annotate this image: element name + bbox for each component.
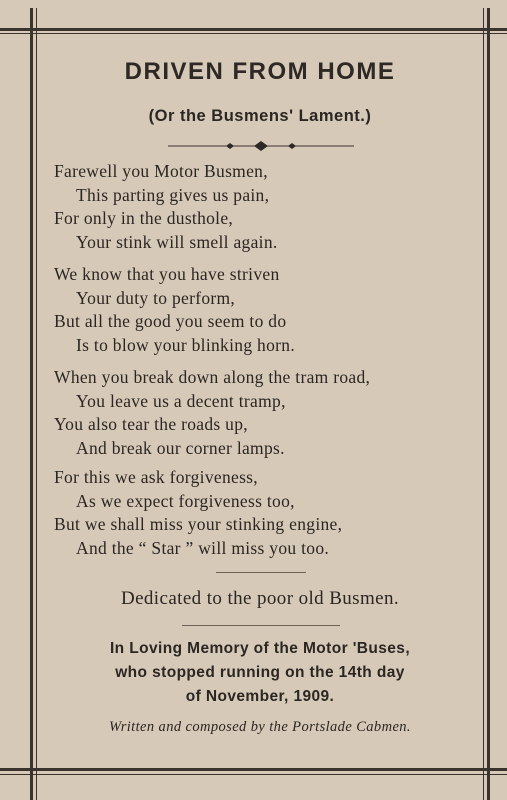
border-bottom-inner	[0, 774, 507, 775]
poem-line: For this we ask forgiveness,	[54, 467, 258, 487]
stanza-1	[54, 160, 474, 254]
poem-line: You also tear the roads up,	[54, 414, 248, 434]
poem-line: And the “ Star ” will miss you too.	[76, 537, 330, 558]
poem-line: Is to blow your blinking horn.	[76, 334, 295, 355]
poem-title: DRIVEN FROM HOME	[124, 58, 396, 85]
dedication: Dedicated to the poor old Busmen.	[120, 588, 400, 609]
poem-line: And break our corner lamps.	[76, 437, 285, 458]
diamond-rule-icon	[168, 140, 354, 152]
stanza-3	[54, 366, 474, 460]
poem-line: Farewell you Motor Busmen,	[54, 161, 268, 181]
poem-line: When you break down along the tram road,	[54, 367, 371, 387]
author-credit: Written and composed by the Portslade Cabmen.	[109, 719, 411, 735]
poem-line: This parting gives us pain,	[76, 184, 270, 205]
memorial-line: In Loving Memory of the Motor 'Buses,	[109, 640, 411, 657]
border-right	[487, 8, 490, 800]
border-bottom	[0, 768, 507, 771]
memorial-notice	[37, 637, 483, 709]
separator-long	[182, 625, 340, 626]
border-right-inner	[483, 8, 484, 800]
border-top-inner	[0, 33, 507, 34]
stanza-2	[54, 263, 474, 357]
stanza-4	[54, 466, 474, 560]
poem-line: As we expect forgiveness too,	[76, 490, 295, 511]
poem-subtitle: (Or the Busmens' Lament.)	[148, 107, 372, 125]
poem-line: You leave us a decent tramp,	[76, 390, 286, 411]
poem-line: For only in the dusthole,	[54, 208, 234, 228]
poem-line: But we shall miss your stinking engine,	[54, 514, 343, 534]
poem-line: Your duty to perform,	[76, 287, 236, 308]
border-left	[30, 8, 33, 800]
memorial-line: of November, 1909.	[185, 688, 335, 705]
poem-line: But all the good you seem to do	[54, 311, 287, 331]
border-top	[0, 28, 507, 31]
separator-short	[216, 572, 306, 573]
poem-line: We know that you have striven	[54, 264, 280, 284]
poem-line: Your stink will smell again.	[76, 231, 278, 252]
memorial-line: who stopped running on the 14th day	[115, 664, 405, 681]
